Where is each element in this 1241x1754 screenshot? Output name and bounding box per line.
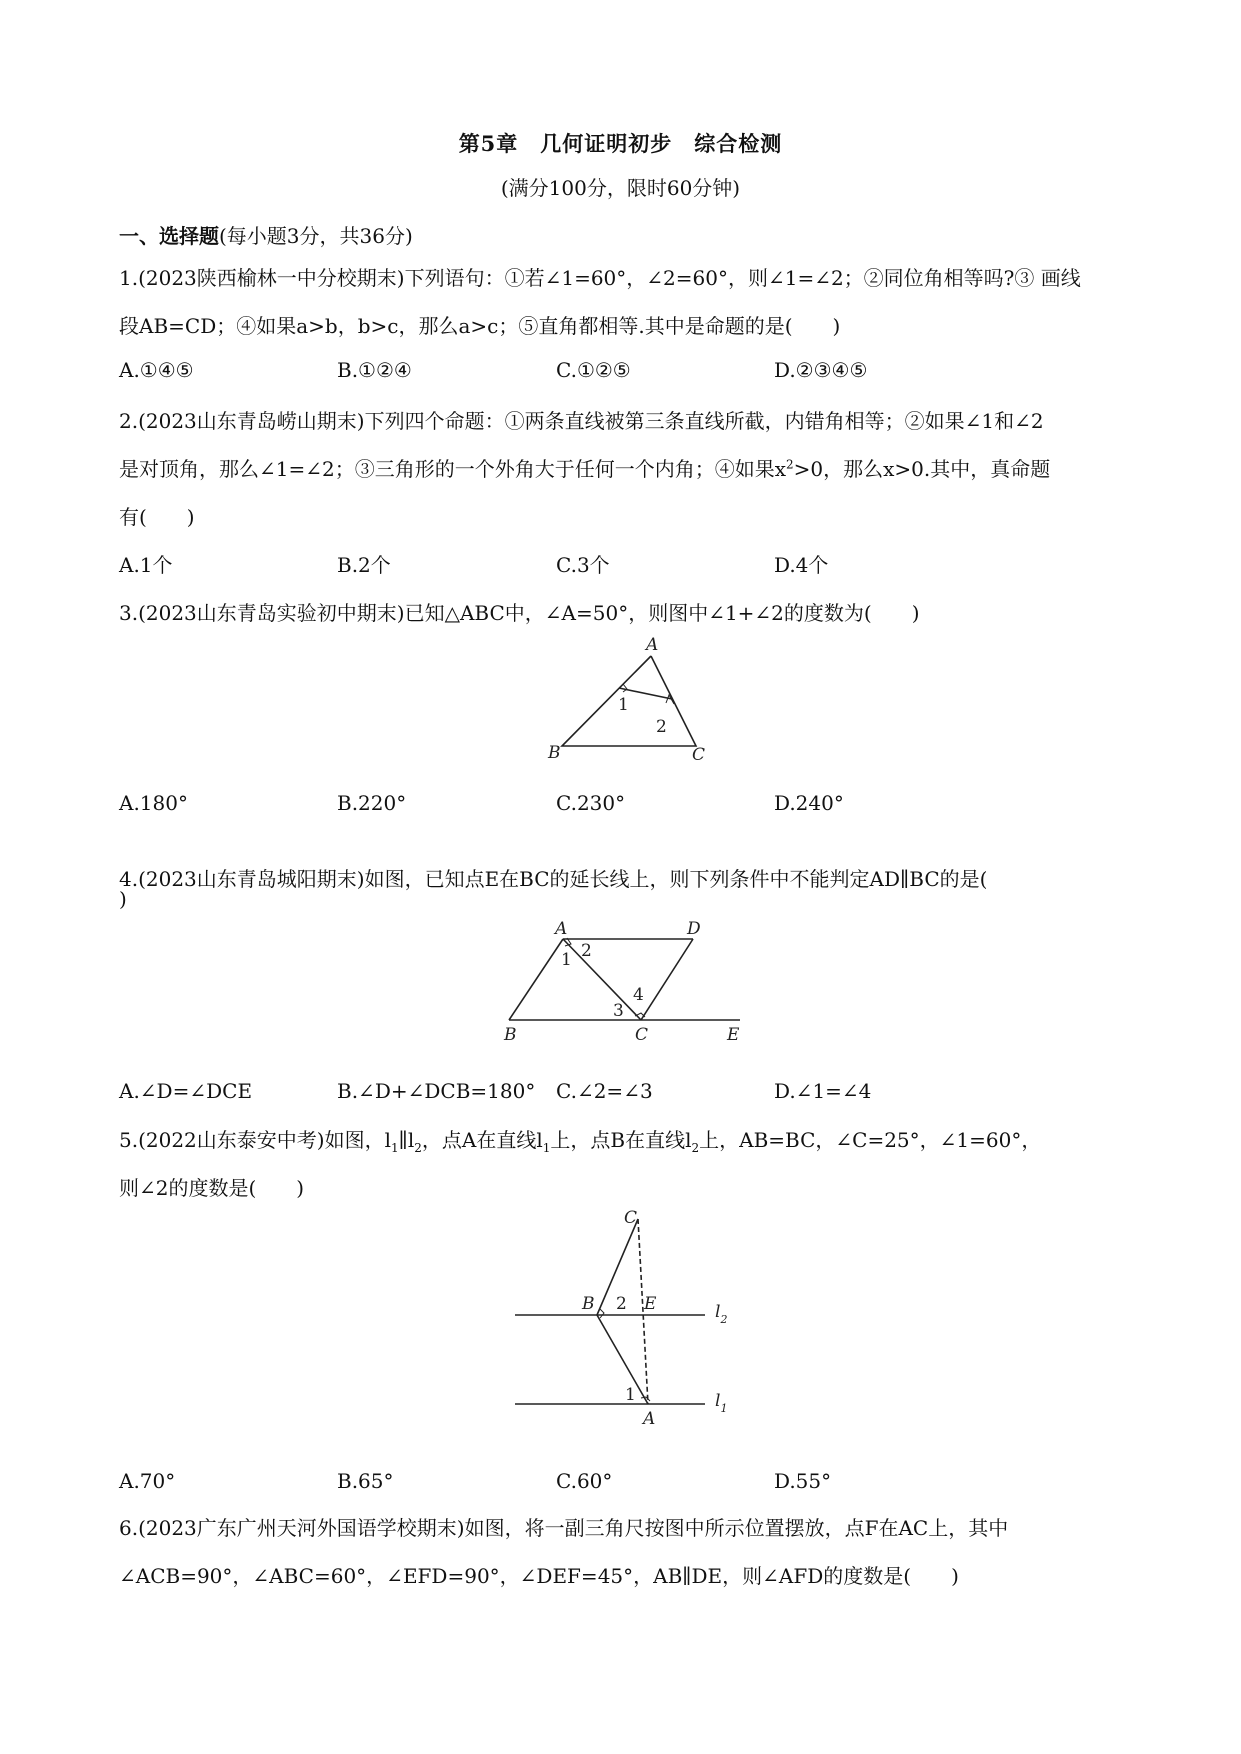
q3-label-angle-2: 2	[656, 717, 667, 737]
section-heading	[119, 220, 413, 249]
q5-text-d: 上，点B在直线l	[550, 1128, 692, 1152]
page-title: 第5章 几何证明初步 综合检测	[458, 131, 783, 156]
q5-label-l1	[715, 1391, 727, 1415]
section-title: 一、选择题	[119, 224, 219, 248]
q5-label-l1-letter: l	[715, 1391, 721, 1411]
section-note: (每小题3分，共36分)	[219, 224, 413, 248]
q5-parallel-lines-figure	[510, 1205, 760, 1430]
q2-option-c[interactable]: C.3个	[556, 553, 610, 577]
q3-triangle	[562, 656, 696, 746]
q1-option-c[interactable]: C.①②⑤	[556, 358, 631, 382]
q5-label-l1-sub: 1	[720, 1402, 728, 1415]
q5-text-a: 5.(2022山东泰安中考)如图，l	[119, 1128, 391, 1152]
q5-sub-2a: 2	[414, 1141, 422, 1155]
q6-line-1: 6.(2023广东广州天河外国语学校期末)如图，将一副三角尺按图中所示位置摆放，点F在AC上，其中	[119, 1516, 1009, 1540]
q5-option-b[interactable]: B.65°	[337, 1469, 394, 1493]
q3-triangle-figure	[540, 632, 720, 767]
q2-option-d[interactable]: D.4个	[774, 553, 829, 577]
q4-line-1: 4.(2023山东青岛城阳期末)如图，已知点E在BC的延长线上，则下列条件中不能判定AD∥BC的是(	[119, 867, 988, 891]
q1-option-d[interactable]: D.②③④⑤	[774, 358, 868, 382]
q5-option-c[interactable]: C.60°	[556, 1469, 613, 1493]
q2-superscript: 2	[786, 457, 794, 472]
q5-label-a: A	[643, 1409, 656, 1429]
q4-label-angle-2: 2	[581, 941, 592, 961]
q3-angle-mark-1	[623, 684, 627, 692]
q5-option-d[interactable]: D.55°	[774, 1469, 832, 1493]
q5-label-angle-1: 1	[625, 1385, 636, 1405]
q2-line-2-tail: >0，那么x>0.其中，真命题	[793, 457, 1051, 481]
q5-label-e: E	[644, 1294, 657, 1314]
q5-line-1	[119, 1124, 1041, 1153]
q5-label-l2	[715, 1302, 727, 1326]
q4-parallelogram-figure	[495, 918, 755, 1043]
q3-option-b[interactable]: B.220°	[337, 791, 407, 815]
q1-line-2: 段AB=CD；④如果a>b，b>c，那么a>c；⑤直角都相等.其中是命题的是( )	[119, 314, 841, 338]
q3-option-c[interactable]: C.230°	[556, 791, 626, 815]
q3-label-b: B	[548, 743, 561, 763]
q2-option-a[interactable]: A.1个	[119, 553, 173, 577]
q3-label-c: C	[692, 745, 706, 765]
q5-text-c: ，点A在直线l	[421, 1128, 543, 1152]
page-subtitle: (满分100分，限时60分钟)	[500, 176, 741, 200]
q4-option-d[interactable]: D.∠1=∠4	[774, 1079, 872, 1103]
q4-segment-ac	[563, 939, 641, 1020]
q5-label-b: B	[582, 1294, 595, 1314]
q6-line-2: ∠ACB=90°，∠ABC=60°，∠EFD=90°，∠DEF=45°，AB∥DE，则∠AFD的度数是( )	[119, 1564, 959, 1588]
q5-line-2: 则∠2的度数是( )	[119, 1176, 305, 1200]
q1-line-1: 1.(2023陕西榆林一中分校期末)下列语句：①若∠1=60°，∠2=60°，则∠1=∠2；②同位角相等吗?③ 画线	[119, 266, 1081, 290]
q4-segment-dc	[641, 939, 693, 1020]
q4-label-c: C	[635, 1025, 649, 1043]
q4-segment-ab	[509, 939, 563, 1020]
q3-line-1: 3.(2023山东青岛实验初中期末)已知△ABC中，∠A=50°，则图中∠1+∠2的度数为( )	[119, 601, 920, 625]
q4-option-c[interactable]: C.∠2=∠3	[556, 1079, 653, 1103]
q4-label-angle-4: 4	[633, 985, 644, 1005]
q4-label-e: E	[727, 1025, 740, 1043]
q4-option-a[interactable]: A.∠D=∠DCE	[119, 1079, 253, 1103]
q4-label-angle-3: 3	[613, 1001, 624, 1021]
q3-option-d[interactable]: D.240°	[774, 791, 844, 815]
q4-label-a: A	[555, 919, 568, 939]
q5-sub-1a: 1	[390, 1141, 399, 1155]
q5-angle-mark-b	[600, 1309, 604, 1318]
q5-text-b: ∥l	[398, 1128, 415, 1152]
q5-segment-ba	[597, 1315, 648, 1404]
q5-sub-2b: 2	[691, 1141, 700, 1155]
q5-label-l2-letter: l	[715, 1302, 721, 1322]
q5-option-a[interactable]: A.70°	[119, 1469, 176, 1493]
q3-label-a: A	[646, 635, 659, 655]
q5-sub-1b: 1	[542, 1141, 551, 1155]
q2-option-b[interactable]: B.2个	[337, 553, 391, 577]
q1-option-b[interactable]: B.①②④	[337, 358, 412, 382]
q2-line-3: 有( )	[119, 505, 195, 529]
q2-line-1: 2.(2023山东青岛崂山期末)下列四个命题：①两条直线被第三条直线所截，内错角相等；②如果∠1和∠2	[119, 409, 1044, 433]
q4-label-b: B	[504, 1025, 517, 1043]
q4-line-2: )	[119, 887, 127, 911]
q3-option-a[interactable]: A.180°	[119, 791, 188, 815]
q2-line-2-head: 是对顶角，那么∠1=∠2；③三角形的一个外角大于任何一个内角；④如果x	[119, 457, 787, 481]
q2-line-2	[119, 453, 1050, 482]
q4-option-b[interactable]: B.∠D+∠DCB=180°	[337, 1079, 536, 1103]
q5-text-e: 上，AB=BC，∠C=25°，∠1=60°，	[699, 1128, 1042, 1152]
q3-label-angle-1: 1	[618, 695, 629, 715]
q1-option-a[interactable]: A.①④⑤	[119, 358, 194, 382]
q5-label-angle-2: 2	[616, 1294, 627, 1314]
q5-label-l2-sub: 2	[720, 1313, 728, 1326]
q5-label-c: C	[624, 1208, 638, 1228]
q4-label-angle-1: 1	[561, 950, 572, 970]
q4-label-d: D	[687, 919, 701, 939]
